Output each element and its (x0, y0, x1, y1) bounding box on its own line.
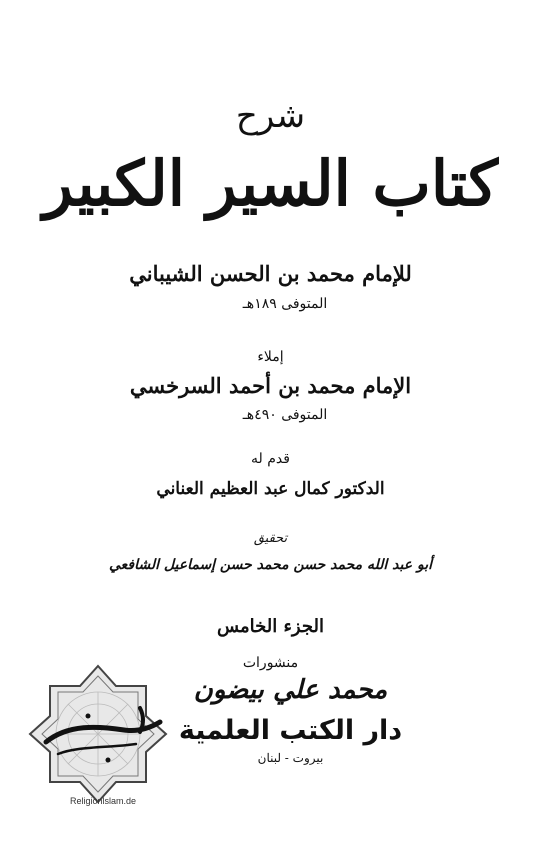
volume-label: الجزء الخامس (217, 616, 324, 637)
introduction-author-name: الدكتور كمال عبد العظيم العناني (156, 479, 385, 499)
dictation-author-death-date: المتوفى ٤٩٠هـ (242, 407, 328, 423)
editor-label: تحقيق (253, 531, 288, 546)
author-death-date: المتوفى ١٨٩هـ (242, 296, 328, 312)
publisher-label: منشورات (242, 655, 299, 671)
book-title: كتاب السير الكبير (43, 147, 498, 220)
title-prefix: شرح (235, 96, 306, 136)
publisher-house-name: دار الكتب العلمية (178, 715, 403, 746)
publisher-person-name: محمد علي بيضون (193, 675, 388, 705)
publisher-city: بيروت - لبنان (257, 751, 324, 765)
religionislam-logo (28, 664, 168, 804)
introduction-label: قدم له (251, 451, 290, 467)
dictation-author-name: الإمام محمد بن أحمد السرخسي (129, 373, 412, 398)
author-name: للإمام محمد بن الحسن الشيباني (129, 261, 412, 286)
dictation-label: إملاء (257, 349, 284, 365)
editor-name: أبو عبد الله محمد حسن محمد حسن إسماعيل الشافعي (109, 557, 432, 573)
watermark-url: Religionlslam.de (69, 796, 137, 806)
